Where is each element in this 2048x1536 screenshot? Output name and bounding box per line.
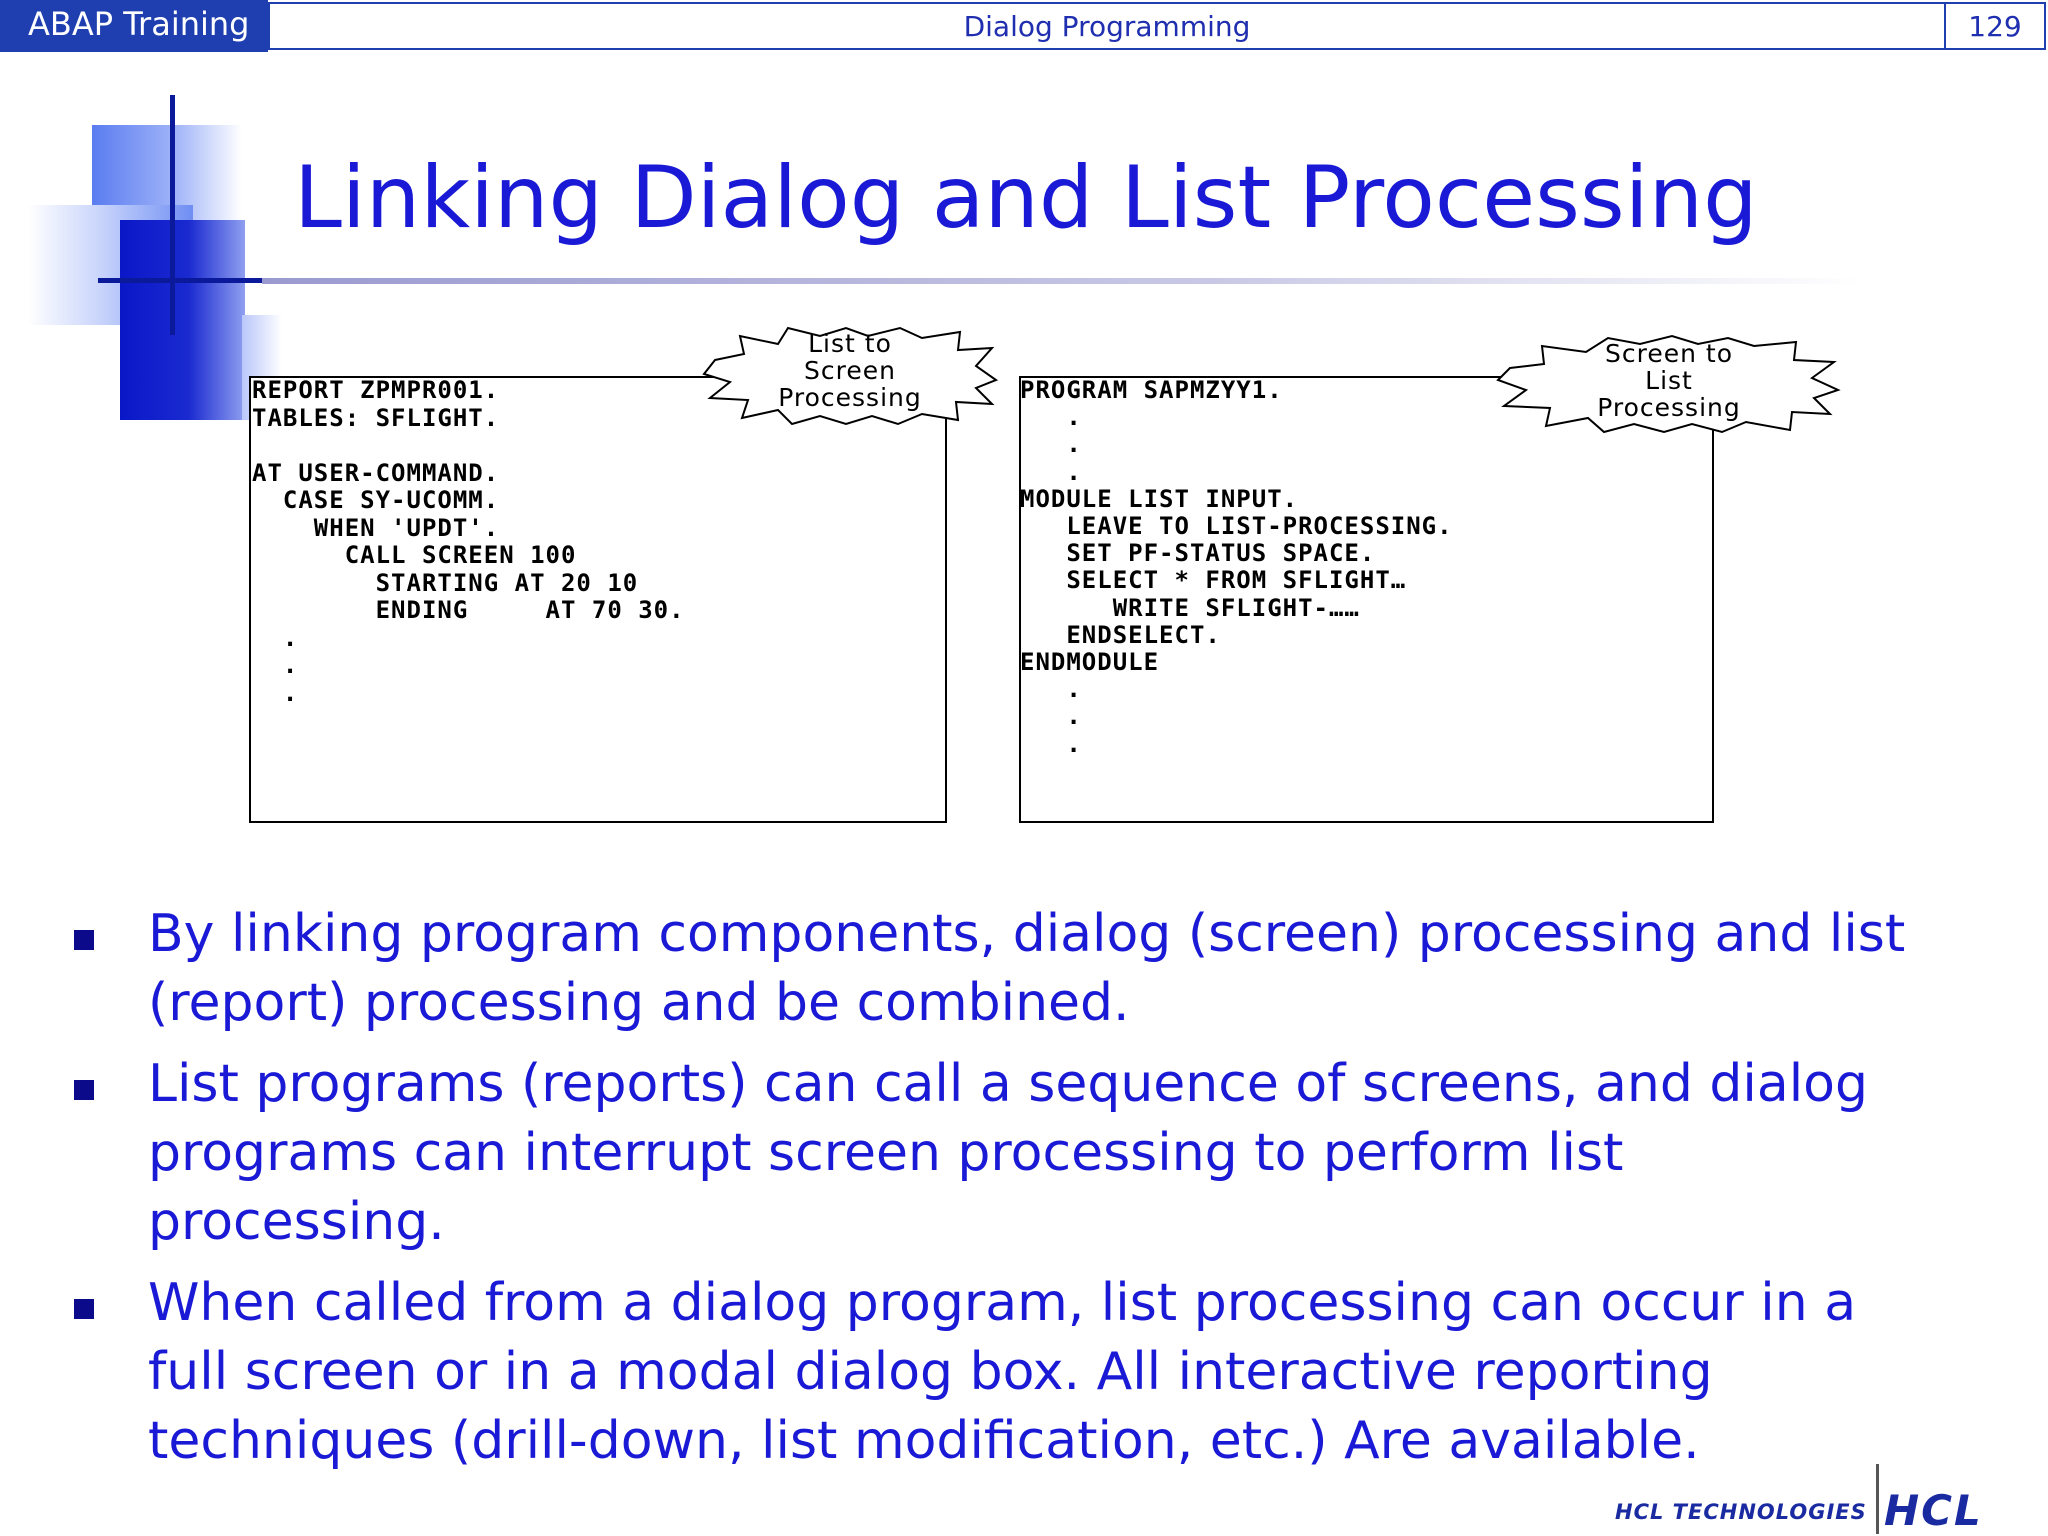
code-line: ENDMODULE [1020, 648, 1160, 676]
code-line: . [1020, 675, 1082, 704]
callout-line-2: Screen [804, 356, 896, 385]
hcl-logo: HCL [1884, 1486, 1983, 1535]
callout-line-3: Processing [1597, 393, 1741, 422]
company-name: HCL TECHNOLOGIES [1615, 1500, 1867, 1524]
list-to-screen-callout [700, 326, 1000, 426]
bullet-text: By linking program components, dialog (screen) processing and list (report) processing and be combined. [148, 904, 1906, 1033]
code-line: ENDING AT 70 30. [252, 596, 685, 624]
code-line: . [1020, 403, 1082, 432]
bullet-text: List programs (reports) can call a sequence of screens, and dialog programs can interrupt screen processing to perform list processing. [148, 1054, 1868, 1252]
bullet-item [70, 900, 1930, 1038]
screen-to-list-callout [1496, 334, 1842, 434]
code-line: . [252, 678, 299, 707]
square-bullet-icon [74, 1080, 94, 1100]
decorative-squares-icon [0, 95, 300, 345]
bullet-item [70, 1269, 1930, 1476]
code-line: WRITE SFLIGHT-…… [1020, 593, 1360, 622]
footer-divider [1876, 1464, 1879, 1534]
bullet-list [70, 900, 1930, 1488]
code-line: PROGRAM SAPMZYY1. [1020, 376, 1283, 404]
slide-header [0, 0, 2048, 52]
bullet-text: When called from a dialog program, list processing can occur in a full screen or in a modal dialog box. All interactive reporting techniques (drill-down, list modification, etc.) Are available. [148, 1273, 1857, 1471]
square-bullet-icon [74, 1299, 94, 1319]
slide-title: Linking Dialog and List Processing [294, 148, 1758, 248]
callout-line-1: List to [808, 329, 892, 358]
code-line: . [1020, 457, 1082, 486]
square-bullet-icon [74, 930, 94, 950]
code-line: SET PF-STATUS SPACE. [1020, 539, 1376, 568]
code-line: CALL SCREEN 100 [252, 541, 577, 569]
callout-line-1: Screen to [1605, 339, 1733, 368]
callout-line-2: List [1645, 366, 1693, 395]
code-line: ENDSELECT. [1020, 620, 1221, 649]
page-number: 129 [1946, 2, 2046, 50]
code-line: . [1020, 430, 1082, 459]
footer-logo [1600, 1460, 2048, 1536]
code-line: TABLES: SFLIGHT. [252, 403, 500, 432]
code-line: . [252, 623, 299, 652]
course-title: ABAP Training [0, 0, 268, 52]
code-line: REPORT ZPMPR001. [252, 376, 500, 404]
code-line: STARTING AT 20 10 [252, 568, 639, 597]
code-line: SELECT * FROM SFLIGHT… [1020, 566, 1407, 595]
code-line: . [1020, 702, 1082, 731]
callout-line-3: Processing [778, 383, 922, 412]
section-title: Dialog Programming [268, 2, 1946, 50]
code-line: . [252, 651, 299, 679]
code-line: MODULE LIST INPUT. [1020, 484, 1299, 513]
title-underline [262, 278, 1862, 284]
code-line: AT USER-COMMAND. [252, 458, 500, 487]
code-line: LEAVE TO LIST-PROCESSING. [1020, 512, 1453, 540]
code-line: WHEN 'UPDT'. [252, 513, 500, 542]
code-line: CASE SY-UCOMM. [252, 486, 500, 514]
bullet-item [70, 1050, 1930, 1257]
code-line: . [1020, 729, 1082, 758]
